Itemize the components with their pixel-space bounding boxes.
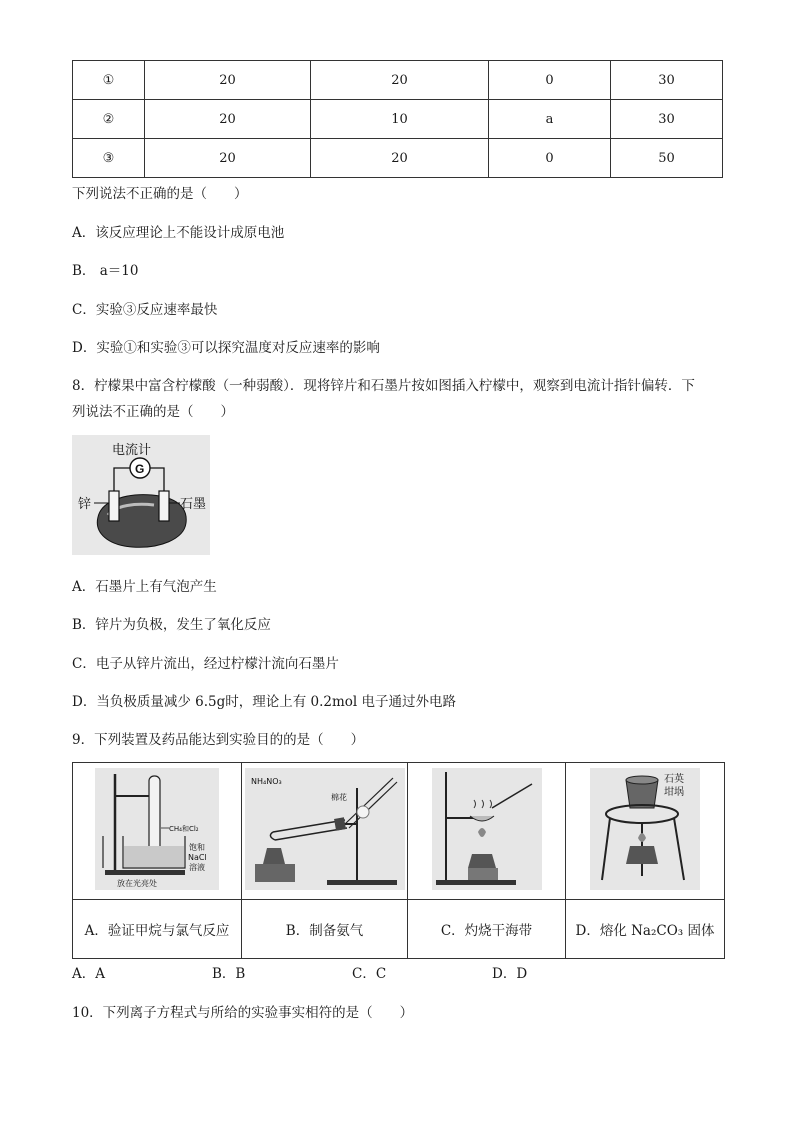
q8-option-b: B．锌片为负极，发生了氧化反应 [72, 617, 271, 633]
table-cell: 20 [145, 61, 311, 100]
table-cell: 0 [489, 61, 611, 100]
q8-option-a: A．石墨片上有气泡产生 [72, 579, 217, 595]
lemon-battery-diagram [72, 435, 210, 555]
caption-b: B．制备氨气 [242, 900, 408, 959]
graphite-plate [159, 491, 169, 521]
reagent-label: NH₄NO₃ [250, 777, 282, 786]
crucible-label-2: 坩埚 [664, 787, 684, 798]
q8-stem-line2: 列说法不正确的是（ ） [72, 404, 234, 420]
table-cell: ① [73, 61, 145, 100]
q9-stem: 9．下列装置及药品能达到实验目的的是（ ） [72, 732, 365, 748]
q9-answer-a: A．A [72, 966, 105, 982]
table-cell: 50 [611, 139, 723, 178]
table-cell: a [489, 100, 611, 139]
zinc-plate [109, 491, 119, 521]
q9-answer-d: D．D [492, 966, 528, 982]
table-row [73, 900, 725, 959]
table-cell: ③ [73, 139, 145, 178]
figure-b-cell [242, 763, 408, 900]
table-cell: 10 [311, 100, 489, 139]
table-cell: 20 [311, 139, 489, 178]
apparatus-table [72, 762, 725, 959]
caption-d: D．熔化 Na₂CO₃ 固体 [566, 900, 725, 959]
figure-c-cell [408, 763, 566, 900]
crucible-label-1: 石英 [664, 774, 684, 785]
figure-a-cell [73, 763, 242, 900]
q8-option-c: C．电子从锌片流出，经过柠檬汁流向石墨片 [72, 656, 339, 672]
caption-a: A．验证甲烷与氯气反应 [73, 900, 242, 959]
table-row [73, 61, 723, 100]
figure-d-cell [566, 763, 725, 900]
graphite-label: 石墨 [180, 496, 207, 511]
table-cell: 30 [611, 100, 723, 139]
experiment-table [72, 60, 723, 178]
table-cell: 20 [311, 61, 489, 100]
table-cell: 20 [145, 100, 311, 139]
zinc-label: 锌 [78, 496, 92, 511]
table-cell: ② [73, 100, 145, 139]
caption-c: C．灼烧干海带 [408, 900, 566, 959]
ammonia-apparatus [245, 768, 405, 890]
table-cell: 20 [145, 139, 311, 178]
bottom-label: 放在光亮处 [117, 879, 157, 888]
q8-stem-line1: 8．柠檬果中富含柠檬酸（一种弱酸）．现将锌片和石墨片按如图插入柠檬中，观察到电流计指针偏转．下 [72, 378, 695, 394]
cotton-label: 棉花 [330, 793, 347, 802]
table-cell: 0 [489, 139, 611, 178]
liquid-label-1: 饱和 [189, 843, 205, 852]
table-row [73, 139, 723, 178]
q7-stem: 下列说法不正确的是（ ） [72, 186, 248, 202]
meter-symbol: G [135, 462, 145, 476]
q9-answer-b: B．B [212, 966, 246, 982]
q7-option-c: C．实验③反应速率最快 [72, 302, 218, 318]
methane-chlorine-apparatus [95, 768, 219, 890]
liquid-label-3: 溶液 [189, 863, 205, 872]
table-cell: 30 [611, 61, 723, 100]
liquid-label-2: NaCl [188, 853, 207, 862]
q10-stem: 10．下列离子方程式与所给的实验事实相符的是（ ） [72, 1005, 414, 1021]
table-row [73, 100, 723, 139]
gas-label: CH₄和Cl₂ [169, 825, 199, 833]
quartz-crucible-apparatus [590, 768, 700, 890]
q7-option-d: D．实验①和实验③可以探究温度对反应速率的影响 [72, 340, 380, 356]
lemon-battery-figure [72, 435, 210, 555]
q9-answer-c: C．C [352, 966, 387, 982]
q7-option-a: A．该反应理论上不能设计成原电池 [72, 225, 285, 241]
meter-label: 电流计 [112, 442, 152, 457]
table-row [73, 763, 725, 900]
q7-option-b: B． a＝10 [72, 263, 139, 279]
burning-kelp-apparatus [432, 768, 542, 890]
q8-option-d: D．当负极质量减少 6.5g时，理论上有 0.2mol 电子通过外电路 [72, 694, 457, 710]
